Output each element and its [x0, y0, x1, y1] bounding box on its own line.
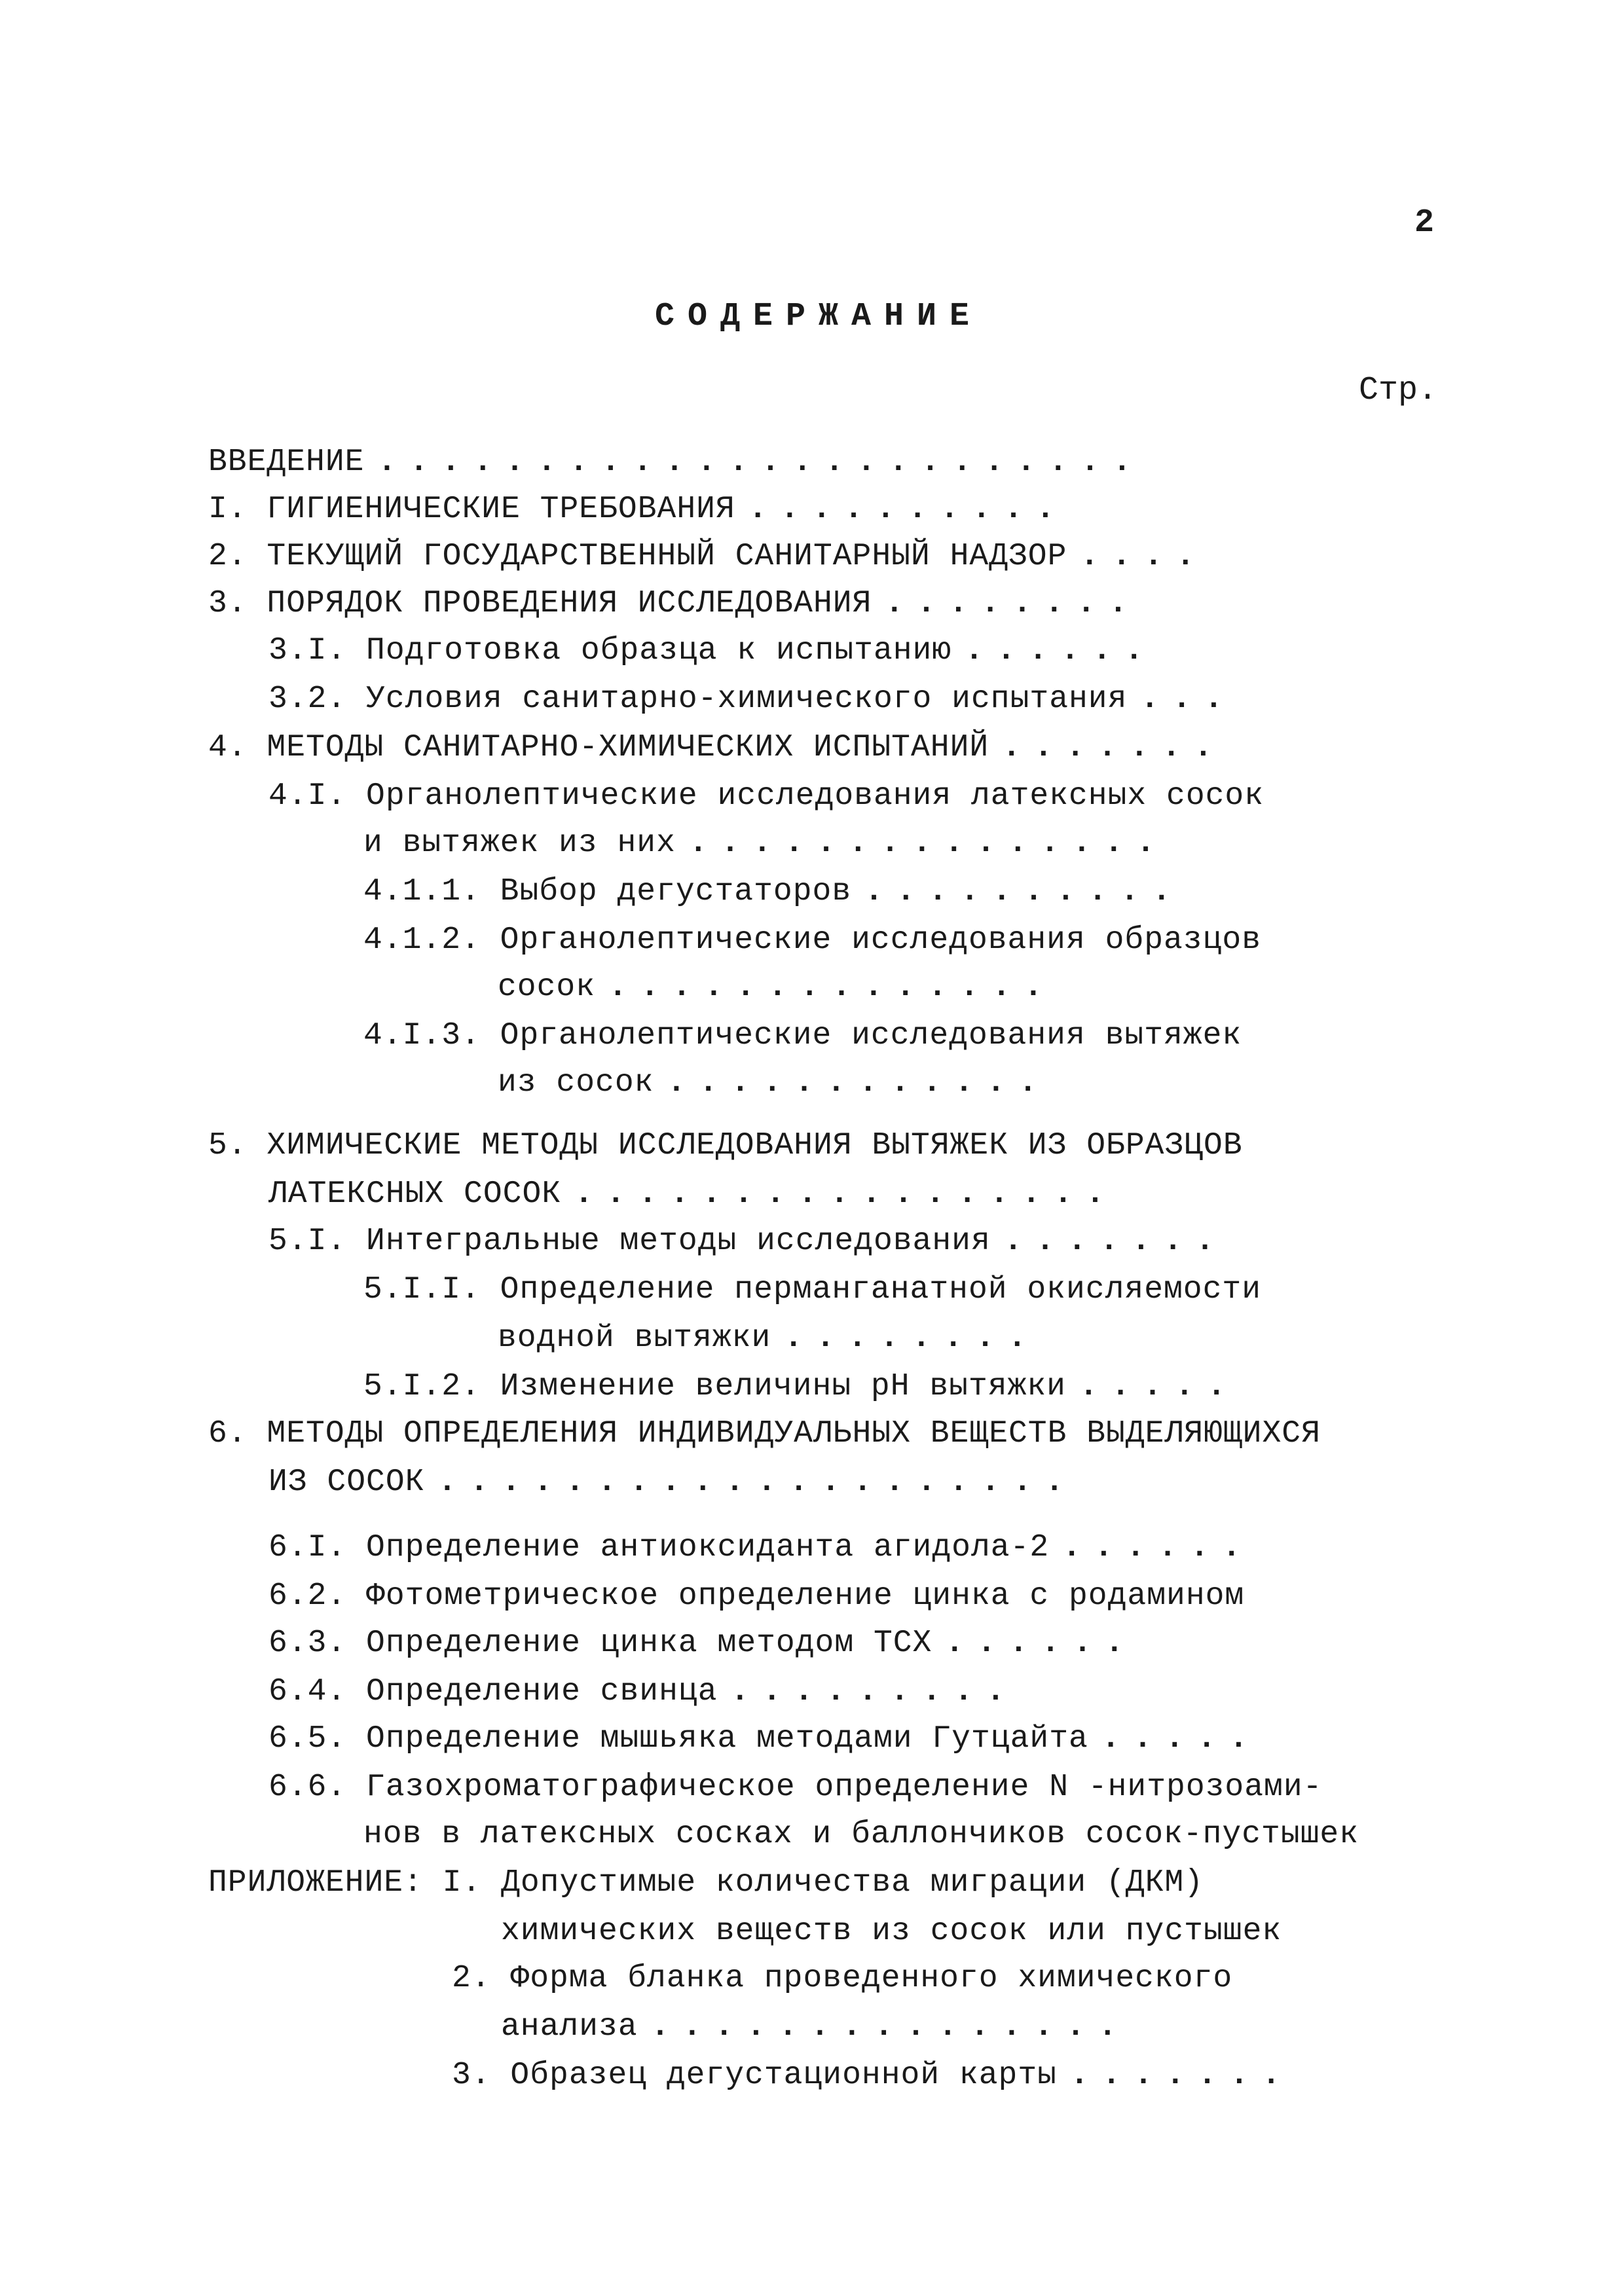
toc-entry	[208, 1418, 1321, 1449]
toc-entry	[363, 828, 1168, 859]
toc-leader-dots: ....	[1080, 539, 1208, 574]
toc-leader-dots: .......	[1069, 2058, 1294, 2093]
toc-entry-text: анализа	[501, 2009, 638, 2045]
toc-entry-text: 4.1.1. Выбор дегустаторов	[363, 874, 852, 909]
toc-leader-dots: ........	[784, 1321, 1040, 1356]
toc-entry	[363, 876, 1184, 907]
toc-entry-text: нов в латексных сосках и баллончиков сосок-пустышек	[363, 1817, 1359, 1852]
toc-entry	[208, 541, 1208, 572]
toc-entry-text: 3.I. Подготовка образца к испытанию	[268, 633, 952, 668]
toc-entry	[363, 1020, 1242, 1051]
toc-leader-dots: .................	[574, 1176, 1118, 1212]
toc-entry-text: 2. Форма бланка проведенного химического	[452, 1961, 1233, 1996]
toc-entry-text: 5. ХИМИЧЕСКИЕ МЕТОДЫ ИССЛЕДОВАНИЯ ВЫТЯЖЕК ИЗ ОБРАЗЦОВ	[208, 1128, 1243, 1163]
toc-entry-text: из сосок	[498, 1065, 654, 1101]
toc-entry-text: 5.I.I. Определение перманганатной окисляемости	[363, 1272, 1262, 1307]
page-title: СОДЕРЖАНИЕ	[655, 298, 983, 335]
toc-entry	[452, 1963, 1232, 1994]
toc-entry-text: 5.I. Интегральные методы исследования	[268, 1224, 991, 1259]
toc-entry-text: 5.I.2. Изменение величины рН вытяжки	[363, 1369, 1066, 1404]
toc-entry	[268, 1772, 1322, 1803]
toc-entry-text: водной вытяжки	[498, 1321, 771, 1356]
toc-entry-text: ПРИЛОЖЕНИЕ: I. Допустимые количества миграции (ДКМ)	[208, 1865, 1204, 1901]
toc-leader-dots: .......	[1002, 730, 1226, 765]
toc-entry-text: 3. Образец дегустационной карты	[452, 2058, 1057, 2093]
toc-entry	[501, 2011, 1130, 2043]
toc-entry-text: 4. МЕТОДЫ САНИТАРНО-ХИМИЧЕСКИХ ИСПЫТАНИЙ	[208, 730, 989, 765]
toc-leader-dots: .......	[1003, 1224, 1228, 1259]
toc-leader-dots: ......	[945, 1626, 1137, 1661]
toc-entry	[208, 446, 1145, 478]
toc-entry	[363, 924, 1261, 956]
toc-entry	[363, 1371, 1239, 1402]
toc-entry	[268, 1226, 1227, 1257]
toc-entry-text: ЛАТЕКСНЫХ СОСОК	[268, 1176, 562, 1212]
toc-entry-text: и вытяжек из них	[363, 826, 676, 861]
toc-entry	[268, 1467, 1077, 1498]
toc-entry	[363, 1819, 1359, 1850]
toc-entry	[268, 683, 1236, 715]
toc-entry-text: сосок	[498, 970, 596, 1005]
toc-leader-dots: .........	[730, 1674, 1018, 1709]
toc-entry-text: 6.4. Определение свинца	[268, 1674, 718, 1709]
toc-leader-dots: ..........	[864, 874, 1185, 909]
toc-entry	[268, 635, 1156, 666]
page-number: 2	[1414, 204, 1435, 242]
toc-leader-dots: ...	[1140, 682, 1236, 717]
toc-entry	[268, 1676, 1018, 1707]
toc-entry-text: 6.5. Определение мышьяка методами Гутцайта	[268, 1721, 1088, 1757]
toc-entry-text: 3.2. Условия санитарно-химического испытания	[268, 682, 1128, 717]
toc-entry	[208, 732, 1226, 763]
toc-entry-text: 6.6. Газохроматографическое определение N -нитрозоами-	[268, 1770, 1323, 1805]
toc-leader-dots: ......	[1062, 1530, 1255, 1565]
toc-leader-dots: ............	[667, 1065, 1051, 1101]
toc-entry	[208, 588, 1141, 619]
toc-entry-text: 4.I.3. Органолептические исследования вытяжек	[363, 1018, 1242, 1053]
toc-entry-text: ВВЕДЕНИЕ	[208, 445, 365, 480]
toc-entry-text: 6.3. Определение цинка методом ТСХ	[268, 1626, 932, 1661]
toc-leader-dots: ...............	[650, 2009, 1130, 2045]
pages-column-heading: Стр.	[1359, 372, 1438, 409]
toc-entry-text: 2. ТЕКУЩИЙ ГОСУДАРСТВЕННЫЙ САНИТАРНЫЙ НАДЗОР	[208, 539, 1067, 574]
toc-leader-dots: ........................	[377, 445, 1145, 480]
toc-entry-text: 4.1.2. Органолептические исследования образцов	[363, 922, 1262, 958]
toc-leader-dots: ......	[965, 633, 1156, 668]
toc-entry	[498, 972, 1056, 1003]
toc-entry-text: 3. ПОРЯДОК ПРОВЕДЕНИЯ ИССЛЕДОВАНИЯ	[208, 586, 872, 621]
toc-entry	[268, 1723, 1261, 1755]
toc-entry	[363, 1274, 1261, 1305]
toc-leader-dots: ....................	[437, 1465, 1077, 1500]
toc-entry	[498, 1067, 1050, 1099]
toc-entry	[268, 1580, 1244, 1612]
toc-entry-text: I. ГИГИЕНИЧЕСКИЕ ТРЕБОВАНИЯ	[208, 492, 735, 527]
toc-entry	[208, 1130, 1243, 1161]
toc-leader-dots: .....	[1101, 1721, 1261, 1757]
toc-leader-dots: ..........	[748, 492, 1068, 527]
toc-leader-dots: ..............	[608, 970, 1056, 1005]
toc-entry-text: 6.2. Фотометрическое определение цинка с родамином	[268, 1578, 1245, 1614]
toc-leader-dots: ........	[885, 586, 1141, 621]
toc-entry-text: ИЗ СОСОК	[268, 1465, 425, 1500]
toc-leader-dots: .....	[1079, 1369, 1239, 1404]
toc-entry	[501, 1916, 1282, 1947]
toc-entry-text: 4.I. Органолептические исследования латексных сосок	[268, 778, 1264, 814]
toc-entry	[208, 1867, 1204, 1899]
toc-entry	[452, 2060, 1294, 2091]
toc-entry	[498, 1322, 1040, 1354]
toc-entry	[268, 1178, 1118, 1210]
toc-entry	[208, 494, 1068, 525]
toc-entry-text: 6.I. Определение антиоксиданта агидола-2	[268, 1530, 1050, 1565]
toc-entry	[268, 780, 1264, 812]
toc-leader-dots: ...............	[688, 826, 1168, 861]
toc-entry-text: 6. МЕТОДЫ ОПРЕДЕЛЕНИЯ ИНДИВИДУАЛЬНЫХ ВЕЩЕСТВ ВЫДЕЛЯЮЩИХСЯ	[208, 1416, 1321, 1451]
toc-entry	[268, 1628, 1137, 1659]
toc-entry-text: химических веществ из сосок или пустышек	[501, 1914, 1282, 1949]
toc-entry	[268, 1532, 1254, 1563]
